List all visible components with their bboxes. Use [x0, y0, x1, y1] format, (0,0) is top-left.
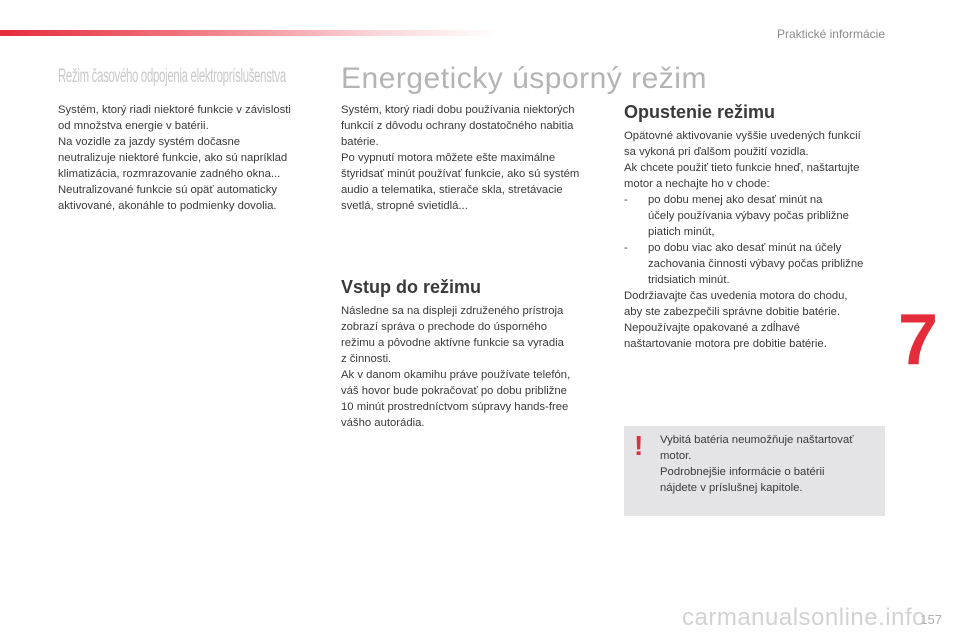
- exit-text-line: Opätovné aktivovanie vyššie uvedených funkcií: [624, 130, 861, 142]
- intro-text-line: Systém, ktorý riadi dobu používania niektorých: [341, 104, 575, 116]
- sidebar-text-line: Systém, ktorý riadi niektoré funkcie v závislosti: [58, 104, 291, 116]
- page-number: 157: [920, 612, 942, 627]
- warning-note-line: motor.: [660, 450, 692, 462]
- list-item-line: po dobu menej ako desať minút na: [648, 194, 823, 206]
- entry-text: [341, 303, 570, 431]
- chapter-number: 7: [897, 300, 938, 380]
- sidebar-text-line: Na vozidle za jazdy systém dočasne: [58, 136, 241, 148]
- sidebar-text-line: klimatizácia, rozmrazovanie zadného okna...: [58, 168, 281, 180]
- exit-text-line: Ak chcete použiť tieto funkcie hneď, naštartujte: [624, 162, 860, 174]
- entry-text-line: režimu a pôvodne aktívne funkcie sa vyradia: [341, 337, 564, 349]
- intro-text-line: svetlá, stropné svietidlá...: [341, 200, 468, 212]
- dash-marker: -: [624, 242, 628, 254]
- exit-text-line: Nepoužívajte opakované a zdĺhavé: [624, 322, 800, 334]
- exit-heading: Opustenie režimu: [624, 102, 776, 122]
- list-item-line: po dobu viac ako desať minút na účely: [648, 242, 842, 254]
- exit-text-line: naštartovanie motora pre dobitie batérie.: [624, 338, 827, 350]
- list-item-line: piatich minút,: [648, 226, 715, 238]
- entry-text-line: zobrazí správa o prechode do úsporného: [341, 321, 547, 333]
- exit-text-line: motor a nechajte ho v chode:: [624, 178, 770, 190]
- entry-heading: Vstup do režimu: [341, 277, 482, 297]
- sidebar-text-line: aktivované, akonáhle to podmienky dovolia.: [58, 200, 277, 212]
- header-accent-bar: [0, 30, 500, 36]
- warning-note-line: Podrobnejšie informácie o batérii: [660, 466, 825, 478]
- sidebar-text-line: Neutralizované funkcie sú opäť automaticky: [58, 184, 277, 196]
- watermark: carmanualsonline.info: [682, 604, 926, 631]
- exit-text-line: sa vykoná pri ďalšom použití vozidla.: [624, 146, 809, 158]
- warning-note-line: nájdete v príslušnej kapitole.: [660, 482, 803, 494]
- list-item: [624, 240, 863, 288]
- intro-text-line: audio a telematika, stierače skla, stretávacie: [341, 184, 563, 196]
- exit-text-line: Dodržiavajte čas uvedenia motora do chodu,: [624, 290, 848, 302]
- sidebar-text-line: neutralizuje niektoré funkcie, ako sú napríklad: [58, 152, 288, 164]
- page-title: Energeticky úsporný režim: [341, 62, 707, 95]
- section-header: Praktické informácie: [776, 27, 885, 41]
- intro-text-line: štyridsať minút používať funkcie, ako sú systém: [341, 168, 580, 180]
- exclamation-icon: !: [634, 430, 644, 461]
- list-item-line: tridsiatich minút.: [648, 274, 730, 286]
- list-item-line: účely používania výbavy počas približne: [648, 210, 849, 222]
- exit-text-line: aby ste zabezpečili správne dobitie batérie.: [624, 306, 841, 318]
- entry-text-line: Ak v danom okamihu práve používate telefón,: [341, 369, 571, 381]
- intro-text-line: batérie.: [341, 136, 379, 148]
- entry-text-line: váš hovor bude pokračovať po dobu približne: [341, 385, 567, 397]
- entry-text-line: z činnosti.: [341, 353, 392, 365]
- warning-note: [624, 426, 885, 516]
- exit-text: [624, 128, 863, 352]
- sidebar-text: [58, 102, 291, 214]
- list-item: [624, 192, 863, 240]
- warning-note-text: [660, 432, 853, 496]
- entry-text-line: 10 minút prostredníctvom súpravy hands-free: [341, 401, 569, 413]
- entry-text-line: vášho autorádia.: [341, 417, 425, 429]
- warning-note-line: Vybitá batéria neumožňuje naštartovať: [660, 434, 854, 446]
- dash-marker: -: [624, 194, 628, 206]
- sidebar-text-line: od množstva energie v batérii.: [58, 120, 209, 132]
- intro-text-line: funkcií z dôvodu ochrany dostatočného nabitia: [341, 120, 574, 132]
- sidebar-title: Režim časového odpojenia elektropríslušenstva: [58, 66, 286, 87]
- intro-text: [341, 102, 579, 214]
- intro-text-line: Po vypnutí motora môžete ešte maximálne: [341, 152, 556, 164]
- list-item-line: zachovania činnosti výbavy počas približne: [648, 258, 864, 270]
- entry-text-line: Následne sa na displeji združeného prístroja: [341, 305, 564, 317]
